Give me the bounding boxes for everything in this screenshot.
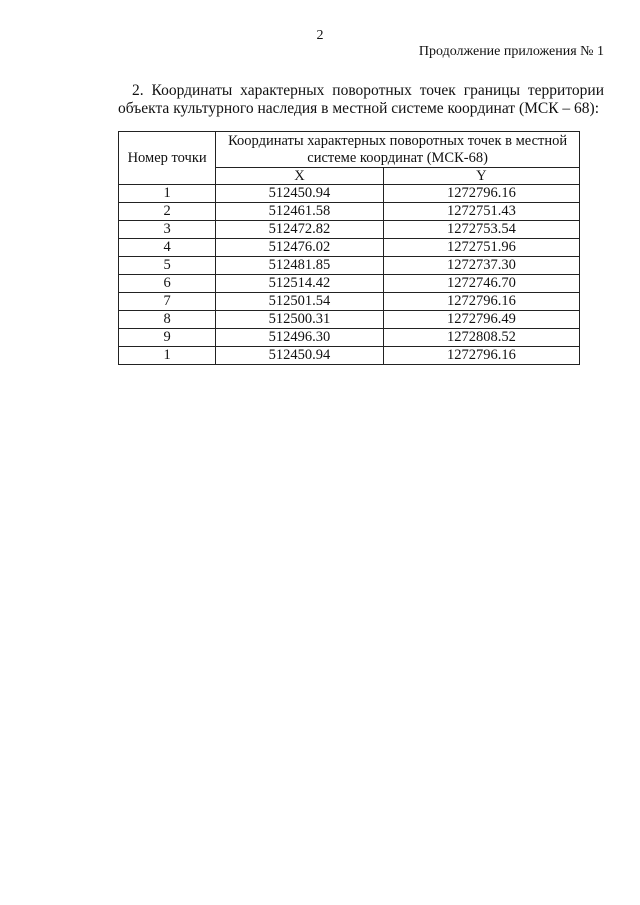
table-row xyxy=(119,329,580,347)
point-number-cell: 8 xyxy=(119,311,216,329)
table-row xyxy=(119,311,580,329)
y-coordinate-cell: 1272753.54 xyxy=(383,221,579,239)
y-coordinate-cell: 1272796.49 xyxy=(383,311,579,329)
point-number-cell: 7 xyxy=(119,293,216,311)
point-number-cell: 5 xyxy=(119,257,216,275)
section-heading-text: 2. Координаты характерных поворотных точек границы территории объекта культурного наследия в местной системе координат (МСК – 68): xyxy=(118,82,604,117)
y-coordinate-cell: 1272751.43 xyxy=(383,203,579,221)
header-point-number: Номер точки xyxy=(119,132,216,185)
table-row xyxy=(119,275,580,293)
x-coordinate-cell: 512496.30 xyxy=(216,329,384,347)
y-coordinate-cell: 1272746.70 xyxy=(383,275,579,293)
x-coordinate-cell: 512472.82 xyxy=(216,221,384,239)
y-coordinate-cell: 1272808.52 xyxy=(383,329,579,347)
table-row xyxy=(119,293,580,311)
point-number-cell: 1 xyxy=(119,185,216,203)
x-coordinate-cell: 512461.58 xyxy=(216,203,384,221)
x-coordinate-cell: 512481.85 xyxy=(216,257,384,275)
point-number-cell: 6 xyxy=(119,275,216,293)
table-row xyxy=(119,221,580,239)
y-coordinate-cell: 1272796.16 xyxy=(383,347,579,365)
x-coordinate-cell: 512500.31 xyxy=(216,311,384,329)
y-coordinate-cell: 1272796.16 xyxy=(383,185,579,203)
table-row xyxy=(119,257,580,275)
header-coordinates: Координаты характерных поворотных точек в местной системе координат (МСК-68) xyxy=(216,132,580,168)
table-header-row xyxy=(119,132,580,168)
header-y: Y xyxy=(383,168,579,185)
header-x: X xyxy=(216,168,384,185)
page-number: 2 xyxy=(316,28,324,43)
table-row xyxy=(119,347,580,365)
point-number-cell: 4 xyxy=(119,239,216,257)
y-coordinate-cell: 1272751.96 xyxy=(383,239,579,257)
appendix-note: Продолжение приложения № 1 xyxy=(418,44,604,59)
x-coordinate-cell: 512450.94 xyxy=(216,185,384,203)
point-number-cell: 9 xyxy=(119,329,216,347)
point-number-cell: 3 xyxy=(119,221,216,239)
table-row xyxy=(119,239,580,257)
section-heading xyxy=(118,82,604,118)
x-coordinate-cell: 512476.02 xyxy=(216,239,384,257)
table-body xyxy=(119,185,580,365)
y-coordinate-cell: 1272737.30 xyxy=(383,257,579,275)
table-row xyxy=(119,203,580,221)
coordinates-table xyxy=(118,131,580,365)
x-coordinate-cell: 512514.42 xyxy=(216,275,384,293)
point-number-cell: 1 xyxy=(119,347,216,365)
x-coordinate-cell: 512450.94 xyxy=(216,347,384,365)
point-number-cell: 2 xyxy=(119,203,216,221)
x-coordinate-cell: 512501.54 xyxy=(216,293,384,311)
table-row xyxy=(119,185,580,203)
y-coordinate-cell: 1272796.16 xyxy=(383,293,579,311)
